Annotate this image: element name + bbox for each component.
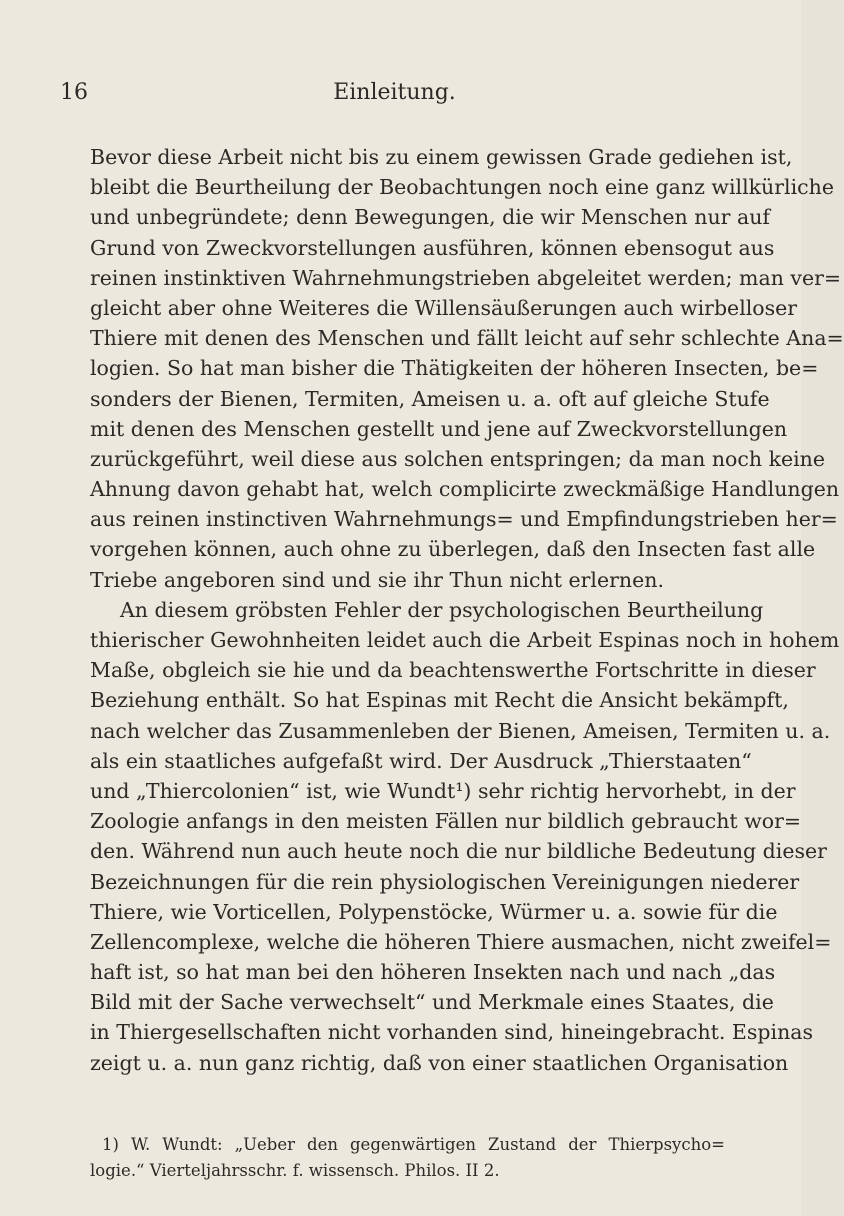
text-line: gleicht aber ohne Weiteres die Willensäußerungen auch wirbelloser [90,295,798,320]
text-line: Zellencomplexe, welche die höheren Thiere ausmachen, nicht zweifel= [90,929,832,954]
body-text [90,142,844,1078]
text-line: zeigt u. a. nun ganz richtig, daß von einer staatlichen Organisation [90,1050,789,1075]
text-line: An diesem gröbsten Fehler der psychologischen Beurtheilung [120,597,764,622]
text-line: vorgehen können, auch ohne zu überlegen, daß den Insecten fast alle [90,537,816,562]
text-line: thierischer Gewohnheiten leidet auch die Arbeit Espinas noch in hohem [90,628,840,652]
text-line: Triebe angeboren sind und sie ihr Thun nicht erlernen. [90,567,664,592]
footnote-line: 1) W. Wundt: „Ueber den gegenwärtigen Zustand der Thierpsycho= [102,1135,725,1154]
text-line: Bild mit der Sache verwechselt“ und Merkmale eines Staates, die [90,990,774,1015]
footnotes [90,1132,725,1184]
text-line: in Thiergesellschaften nicht vorhanden sind, hineingebracht. Espinas [90,1020,814,1045]
text-line: nach welcher das Zusammenleben der Bienen, Ameisen, Termiten u. a. [90,718,831,743]
text-line: logien. So hat man bisher die Thätigkeiten der höheren Insecten, be= [90,356,819,381]
text-line: den. Während nun auch heute noch die nur bildliche Bedeutung dieser [90,839,827,864]
text-line: und „Thiercolonien“ ist, wie Wundt¹) sehr richtig hervorhebt, in der [90,778,796,803]
text-line: mit denen des Menschen gestellt und jene auf Zweckvorstellungen [90,416,788,441]
text-line: haft ist, so hat man bei den höheren Insekten nach und nach „das [90,960,776,985]
text-line: zurückgeführt, weil diese aus solchen entspringen; da man noch keine [90,446,826,471]
text-line: und unbegründete; denn Bewegungen, die wir Menschen nur auf [90,205,771,230]
text-line: Zoologie anfangs in den meisten Fällen nur bildlich gebraucht wor= [90,809,802,834]
text-line: Ahnung davon gehabt hat, welch complicirte zweckmäßige Handlungen [90,477,840,502]
page-number: 16 [60,80,88,105]
page-header [60,80,729,108]
text-line: Bezeichnungen für die rein physiologischen Vereinigungen niederer [90,869,800,894]
text-line: bleibt die Beurtheilung der Beobachtungen noch eine ganz willkürliche [90,175,834,200]
text-line: Maße, obgleich sie hie und da beachtenswerthe Fortschritte in dieser [90,658,816,683]
footnote-separator [90,1124,725,1125]
text-line: als ein staatliches aufgefaßt wird. Der Ausdruck „Thierstaaten“ [90,748,752,773]
text-line: aus reinen instinctiven Wahrnehmungs= und Empfindungstrieben her= [90,507,838,532]
text-line: Beziehung enthält. So hat Espinas mit Recht die Ansicht bekämpft, [90,688,789,713]
text-line: Grund von Zweckvorstellungen ausführen, können ebensogut aus [90,235,775,260]
text-line: sonders der Bienen, Termiten, Ameisen u. a. oft auf gleiche Stufe [90,386,770,411]
text-line: Bevor diese Arbeit nicht bis zu einem gewissen Grade gediehen ist, [90,145,793,169]
footnote-line: logie.“ Vierteljahrsschr. f. wissensch. Philos. II 2. [90,1161,500,1180]
text-line: Thiere, wie Vorticellen, Polypenstöcke, Würmer u. a. sowie für die [90,899,778,924]
text-line: reinen instinktiven Wahrnehmungstrieben abgeleitet werden; man ver= [90,265,842,290]
text-line: Thiere mit denen des Menschen und fällt leicht auf sehr schlechte Ana= [90,326,844,351]
running-title: Einleitung. [333,80,456,105]
